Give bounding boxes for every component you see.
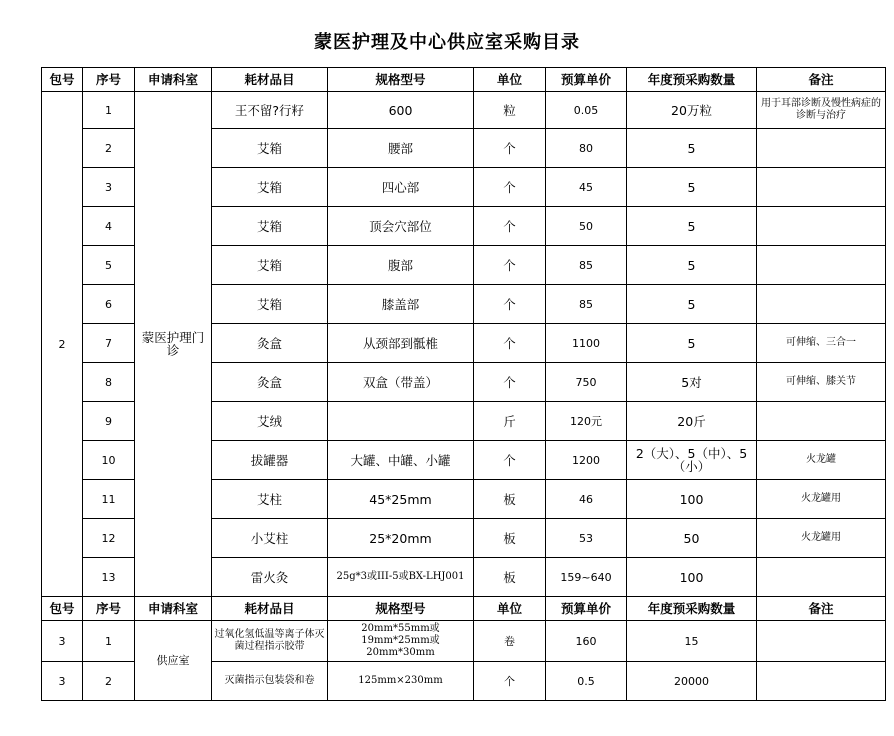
spec-cell: 腰部 <box>328 129 474 168</box>
procurement-table <box>41 67 886 701</box>
item-cell: 艾柱 <box>212 480 328 519</box>
spec-cell: 45*25mm <box>328 480 474 519</box>
unit-cell: 个 <box>474 129 546 168</box>
price-cell: 160 <box>546 621 627 662</box>
qty-cell: 5 <box>627 168 757 207</box>
unit-cell: 个 <box>474 168 546 207</box>
item-cell: 艾箱 <box>212 129 328 168</box>
unit-cell: 个 <box>474 207 546 246</box>
unit-cell: 板 <box>474 480 546 519</box>
unit-cell: 个 <box>474 441 546 480</box>
price-cell: 0.5 <box>546 662 627 701</box>
qty-cell: 20斤 <box>627 402 757 441</box>
seq-cell: 12 <box>83 519 135 558</box>
column-header: 规格型号 <box>328 68 474 92</box>
column-header: 预算单价 <box>546 68 627 92</box>
seq-cell: 7 <box>83 324 135 363</box>
spec-cell <box>328 402 474 441</box>
qty-cell: 5对 <box>627 363 757 402</box>
note-cell <box>757 129 886 168</box>
seq-cell: 8 <box>83 363 135 402</box>
column-header: 序号 <box>83 68 135 92</box>
column-header: 预算单价 <box>546 597 627 621</box>
column-header: 包号 <box>42 68 83 92</box>
spec-cell: 125mm×230mm <box>328 662 474 701</box>
item-cell: 小艾柱 <box>212 519 328 558</box>
seq-cell: 1 <box>83 92 135 129</box>
item-cell: 王不留?行籽 <box>212 92 328 129</box>
price-cell: 45 <box>546 168 627 207</box>
note-cell <box>757 168 886 207</box>
note-cell <box>757 207 886 246</box>
unit-cell: 个 <box>474 662 546 701</box>
spec-cell: 600 <box>328 92 474 129</box>
column-header: 序号 <box>83 597 135 621</box>
item-cell: 灸盒 <box>212 363 328 402</box>
qty-cell: 100 <box>627 480 757 519</box>
spec-cell: 20mm*55mm或19mm*25mm或20mm*30mm <box>328 621 474 662</box>
price-cell: 0.05 <box>546 92 627 129</box>
price-cell: 120元 <box>546 402 627 441</box>
qty-cell: 5 <box>627 246 757 285</box>
qty-cell: 5 <box>627 207 757 246</box>
qty-cell: 20万粒 <box>627 92 757 129</box>
seq-cell: 1 <box>83 621 135 662</box>
table-row <box>42 92 886 129</box>
seq-cell: 6 <box>83 285 135 324</box>
unit-cell: 个 <box>474 285 546 324</box>
seq-cell: 11 <box>83 480 135 519</box>
note-cell <box>757 246 886 285</box>
column-header: 单位 <box>474 597 546 621</box>
spec-cell: 25g*3或III-5或BX-LHJ001 <box>328 558 474 597</box>
spec-cell: 大罐、中罐、小罐 <box>328 441 474 480</box>
unit-cell: 粒 <box>474 92 546 129</box>
seq-cell: 5 <box>83 246 135 285</box>
spec-cell: 25*20mm <box>328 519 474 558</box>
package-cell: 2 <box>42 92 83 597</box>
spec-cell: 双盒（带盖） <box>328 363 474 402</box>
price-cell: 750 <box>546 363 627 402</box>
qty-cell: 5 <box>627 285 757 324</box>
department-cell: 供应室 <box>135 621 212 701</box>
seq-cell: 9 <box>83 402 135 441</box>
header-row <box>42 68 886 92</box>
item-cell: 艾箱 <box>212 246 328 285</box>
item-cell: 灭菌指示包装袋和卷 <box>212 662 328 701</box>
department-cell: 蒙医护理门诊 <box>135 92 212 597</box>
document-title: 蒙医护理及中心供应室采购目录 <box>314 32 580 53</box>
package-cell: 3 <box>42 662 83 701</box>
item-cell: 艾箱 <box>212 285 328 324</box>
column-header: 备注 <box>757 68 886 92</box>
qty-cell: 20000 <box>627 662 757 701</box>
unit-cell: 个 <box>474 363 546 402</box>
seq-cell: 2 <box>83 662 135 701</box>
seq-cell: 2 <box>83 129 135 168</box>
item-cell: 灸盒 <box>212 324 328 363</box>
price-cell: 53 <box>546 519 627 558</box>
price-cell: 1200 <box>546 441 627 480</box>
header-row-2 <box>42 597 886 621</box>
unit-cell: 个 <box>474 246 546 285</box>
note-cell: 用于耳部诊断及慢性病症的诊断与治疗 <box>757 92 886 129</box>
note-cell: 可伸缩、膝关节 <box>757 363 886 402</box>
qty-cell: 5 <box>627 129 757 168</box>
spec-cell: 四心部 <box>328 168 474 207</box>
column-header: 备注 <box>757 597 886 621</box>
seq-cell: 3 <box>83 168 135 207</box>
item-cell: 艾绒 <box>212 402 328 441</box>
table-row <box>42 621 886 662</box>
column-header: 规格型号 <box>328 597 474 621</box>
qty-cell: 100 <box>627 558 757 597</box>
note-cell: 火龙罐用 <box>757 519 886 558</box>
column-header: 年度预采购数量 <box>627 597 757 621</box>
column-header: 耗材品目 <box>212 597 328 621</box>
column-header: 包号 <box>42 597 83 621</box>
price-cell: 85 <box>546 285 627 324</box>
note-cell <box>757 558 886 597</box>
price-cell: 1100 <box>546 324 627 363</box>
column-header: 申请科室 <box>135 68 212 92</box>
unit-cell: 个 <box>474 324 546 363</box>
item-cell: 雷火灸 <box>212 558 328 597</box>
seq-cell: 4 <box>83 207 135 246</box>
note-cell: 火龙罐用 <box>757 480 886 519</box>
unit-cell: 板 <box>474 519 546 558</box>
price-cell: 85 <box>546 246 627 285</box>
item-cell: 拔罐器 <box>212 441 328 480</box>
note-cell <box>757 285 886 324</box>
note-cell: 可伸缩、三合一 <box>757 324 886 363</box>
note-cell: 火龙罐 <box>757 441 886 480</box>
seq-cell: 10 <box>83 441 135 480</box>
qty-cell: 50 <box>627 519 757 558</box>
spec-cell: 腹部 <box>328 246 474 285</box>
spec-cell: 从颈部到骶椎 <box>328 324 474 363</box>
price-cell: 46 <box>546 480 627 519</box>
qty-cell: 5 <box>627 324 757 363</box>
spec-cell: 膝盖部 <box>328 285 474 324</box>
qty-cell: 15 <box>627 621 757 662</box>
note-cell <box>757 402 886 441</box>
item-cell: 过氧化氢低温等离子体灭菌过程指示胶带 <box>212 621 328 662</box>
price-cell: 80 <box>546 129 627 168</box>
item-cell: 艾箱 <box>212 168 328 207</box>
package-cell: 3 <box>42 621 83 662</box>
unit-cell: 板 <box>474 558 546 597</box>
seq-cell: 13 <box>83 558 135 597</box>
column-header: 单位 <box>474 68 546 92</box>
qty-cell: 2（大）、5（中）、5（小） <box>627 441 757 480</box>
column-header: 耗材品目 <box>212 68 328 92</box>
note-cell <box>757 621 886 662</box>
column-header: 申请科室 <box>135 597 212 621</box>
column-header: 年度预采购数量 <box>627 68 757 92</box>
unit-cell: 卷 <box>474 621 546 662</box>
price-cell: 159~640 <box>546 558 627 597</box>
spec-cell: 顶会穴部位 <box>328 207 474 246</box>
price-cell: 50 <box>546 207 627 246</box>
note-cell <box>757 662 886 701</box>
item-cell: 艾箱 <box>212 207 328 246</box>
unit-cell: 斤 <box>474 402 546 441</box>
